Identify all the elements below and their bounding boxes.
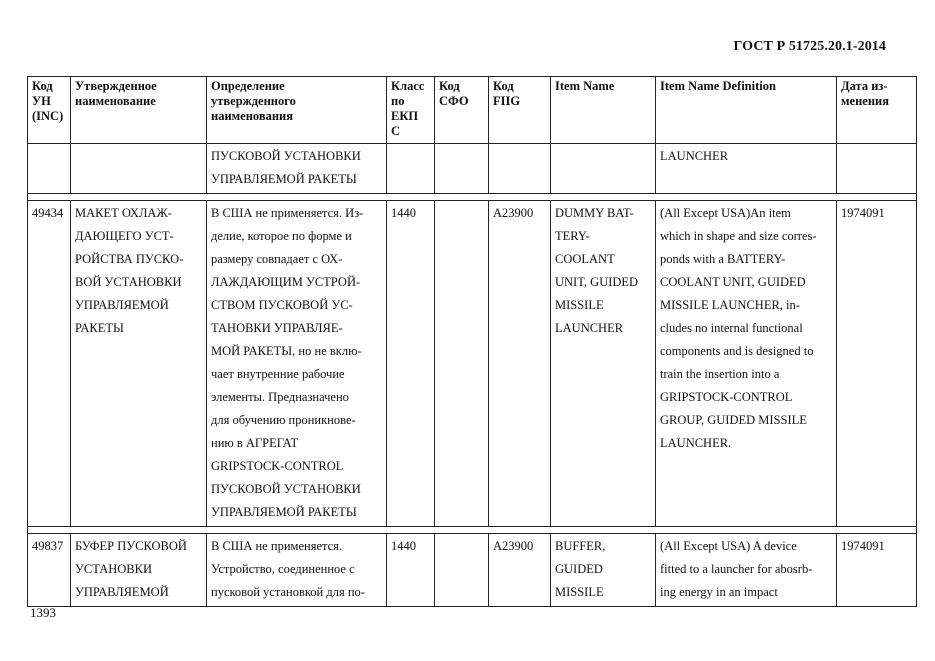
name-cell: МАКЕТ ОХЛАЖ- ДАЮЩЕГО УСТ- РОЙСТВА ПУСКО- ВОЙ УСТАНОВКИ УПРАВЛЯЕМОЙ РАКЕТЫ	[71, 201, 207, 527]
change-date-cell: 1974091	[837, 201, 917, 527]
fiig-cell: A23900	[489, 534, 551, 607]
definition-cell: ПУСКОВОЙ УСТАНОВКИ УПРАВЛЯЕМОЙ РАКЕТЫ	[207, 144, 387, 194]
specification-table	[27, 76, 917, 607]
class-cell: 1440	[387, 534, 435, 607]
page-number: 1393	[30, 605, 56, 620]
header-change-date: Дата из- менения	[837, 77, 917, 144]
class-cell: 1440	[387, 201, 435, 527]
sfo-cell	[435, 201, 489, 527]
fiig-cell: A23900	[489, 201, 551, 527]
header-class: Класс по ЕКП С	[387, 77, 435, 144]
item-definition-cell: (All Except USA) A device fitted to a launcher for abosrb- ing energy in an impact	[656, 534, 837, 607]
definition-cell: В США не применяется. Из- делие, которое по форме и размеру совпадает с ОХ- ЛАЖДАЮЩИМ УСТРОЙ- СТВОМ ПУСКОВОЙ УС- ТАНОВКИ УПРАВЛЯЕ- МОЙ РАКЕТЫ, но не вклю- чает внутренние рабочие элементы. Предназначено для обучению проникнове- нию в АГРЕГАТ GRIPSTOCK-CONTROL ПУСКОВОЙ УСТАНОВКИ УПРАВЛЯЕМОЙ РАКЕТЫ	[207, 201, 387, 527]
header-fiig: Код FIIG	[489, 77, 551, 144]
change-date-cell: 1974091	[837, 534, 917, 607]
definition-cell: В США не применяется. Устройство, соединенное с пусковой установкой для по-	[207, 534, 387, 607]
item-name-cell: BUFFER, GUIDED MISSILE	[551, 534, 656, 607]
header-inc: Код УН (INC)	[28, 77, 71, 144]
table-row	[28, 534, 917, 607]
table-header-row	[28, 77, 917, 144]
header-item-name-definition: Item Name Definition	[656, 77, 837, 144]
header-definition: Определение утвержденного наименования	[207, 77, 387, 144]
header-sfo: Код СФО	[435, 77, 489, 144]
document-standard-header: ГОСТ Р 51725.20.1-2014	[733, 39, 886, 54]
inc-cell: 49434	[28, 201, 71, 527]
name-cell: БУФЕР ПУСКОВОЙ УСТАНОВКИ УПРАВЛЯЕМОЙ	[71, 534, 207, 607]
sfo-cell	[435, 534, 489, 607]
header-approved-name: Утвержденное наименование	[71, 77, 207, 144]
item-name-cell: DUMMY BAT- TERY- COOLANT UNIT, GUIDED MISSILE LAUNCHER	[551, 201, 656, 527]
table-row	[28, 201, 917, 527]
table-row-continuation	[28, 144, 917, 194]
item-definition-cell: (All Except USA)An item which in shape and size corres- ponds with a BATTERY- COOLANT UNIT, GUIDED MISSILE LAUNCHER, in- cludes no internal functional components and is designed to train the insertion into a GRIPSTOCK-CONTROL GROUP, GUIDED MISSILE LAUNCHER.	[656, 201, 837, 527]
inc-cell: 49837	[28, 534, 71, 607]
header-item-name: Item Name	[551, 77, 656, 144]
item-definition-cell: LAUNCHER	[656, 144, 837, 194]
